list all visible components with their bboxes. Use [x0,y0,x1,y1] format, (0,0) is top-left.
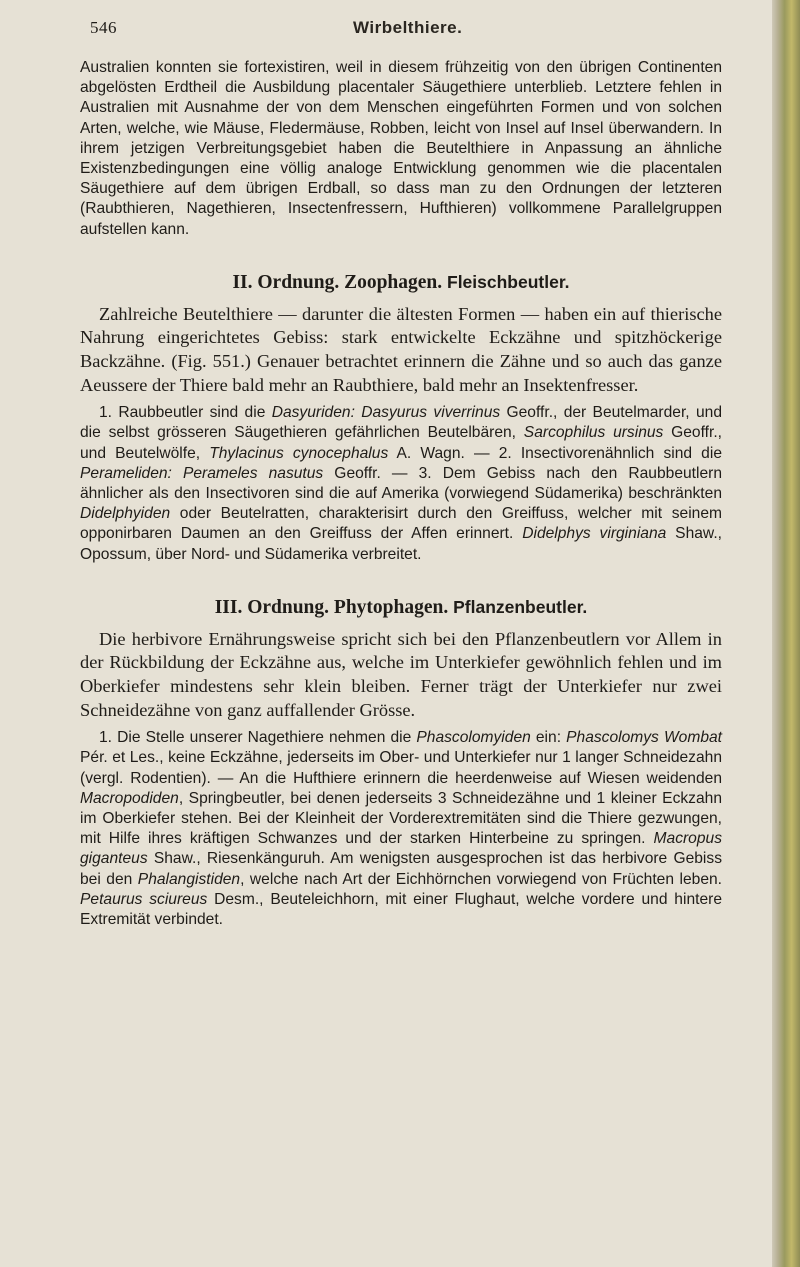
phytophagen-intro: Die herbivore Ernährungsweise spricht sich bei den Pflanzenbeutlern vor Allem in der Rückbildung der Eckzähne aus, welche im Unterkiefer gewöhnlich fehlen und im Oberkiefer mindestens sehr klein bleiben. Ferner trägt der Unterkiefer nur zwei Schneidezähne von ganz auffallender Grösse. [80,628,722,720]
taxon-name: Dasyuriden: Dasyurus viverrinus [271,404,501,422]
taxon-name: Didelphys virginiana [522,525,667,543]
text-span: Geoffr., der Beutelmarder, und die selbst grösseren Säugethieren gefährlichen Beutelbären, [80,404,722,442]
taxon-name: Phalangistiden [137,870,241,888]
section-heading-zoophagen [80,270,722,295]
taxon-name: Macropodiden [80,789,179,807]
page-content [80,58,722,930]
text-span: A. Wagn. — 2. Insectivorenähnlich sind die [388,444,722,462]
text-span: Desm., Beuteleichhorn, mit einer Flughaut, welche vordere und hintere Extremität verbindet. [80,890,722,929]
taxon-name: Perameliden: Perameles nasutus [80,464,324,482]
taxon-name: Petaurus sciureus [80,890,208,908]
heading-tail: Fleischbeutler. [442,271,570,292]
text-span: oder Beutelratten, charakterisirt durch den Greiffuss, welcher mit seinem opponirbaren Daumen an den Greiffuss der Affen erinnert. [80,505,722,543]
section-heading-phytophagen [80,595,722,620]
taxon-name: Phascolomys Wombat [566,729,723,747]
text-span: Pér. et Les., keine Eckzähne, jederseits im Ober- und Unterkiefer nur 1 langer Schneidezahn (vergl. Rodentien). — An die Hufthiere erinnern die heerdenweise auf Wiesen weidenden [80,749,722,787]
taxon-name: Thylacinus cynocephalus [209,444,389,462]
phytophagen-details [80,728,722,930]
heading-main: II. Ordnung. Zoophagen. [232,271,443,293]
taxon-name: Macropus giganteus [80,830,722,868]
page-number: 546 [90,18,117,37]
text-span: Geoffr. — 3. Dem Gebiss nach den Raubbeutlern ähnlicher als den Insectivoren sind die auf Amerika (vorwiegend Südamerika) beschränkten [80,464,722,503]
taxon-name: Phascolomyiden [416,729,531,747]
taxon-name: Didelphyiden [80,505,171,523]
text-span: ein: [530,729,567,747]
page-header [0,18,772,42]
zoophagen-intro: Zahlreiche Beutelthiere — darunter die ältesten Formen — haben ein auf thierische Nahrung eingerichtetes Gebiss: stark entwickelte Eckzähne und spitzhöckerige Backzähne. (Fig. 551.) Genauer betrachtet erinnern die Zähne und so auch das ganze Aeussere der Thiere bald mehr an Raubthiere, bald mehr an Insektenfresser. [80,303,722,395]
zoophagen-details [80,403,722,565]
heading-main: III. Ordnung. Phytophagen. [214,596,449,618]
text-span: , welche nach Art der Eichhörnchen vorwiegend von Früchten leben. [240,870,722,888]
text-span: , Springbeutler, bei denen jederseits 3 Schneidezähne und 1 kleiner Eckzahn im Oberkiefer stehen. Bei der Kleinheit der Vorderextremitäten sind die Thiere gezwungen, mit Hilfe ihres kräftigen Schwanzes und der starken Hinterbeine zu springen. [80,789,722,848]
text-span: Shaw., Riesenkänguruh. Am wenigsten ausgesprochen ist das herbivore Gebiss bei den [80,850,722,888]
book-spine-edge [772,0,800,1267]
text-span: 1. Raubbeutler sind die [99,404,272,422]
running-title: Wirbelthiere. [353,18,463,37]
text-span: 1. Die Stelle unserer Nagethiere nehmen die [99,729,417,747]
heading-tail: Pflanzenbeutler. [448,596,588,617]
taxon-name: Sarcophilus ursinus [523,424,664,442]
text-span: Shaw., Opossum, über Nord- und Südamerika verbreitet. [80,525,722,563]
intro-paragraph: Australien konnten sie fortexistiren, weil in diesem frühzeitig von den übrigen Continenten abgelösten Erdtheil die Ausbildung placentaler Säugethiere unterblieb. Letztere fehlen in Australien mit Ausnahme der von dem Menschen eingeführten Formen und von solchen Arten, welche, wie Mäuse, Fledermäuse, Robben, leicht von Insel auf Insel überwandern. In ihrem jetzigen Verbreitungsgebiet haben die Beutelthiere in Anpassung an ähnliche Existenzbedingungen eine völlig analoge Entwicklung genommen wie die placentalen Säugethiere auf dem übrigen Erdball, so dass man zu den Ordnungen der letzteren (Raubthieren, Nagethieren, Insectenfressern, Hufthieren) vollkommene Parallelgruppen aufstellen kann. [80,59,722,238]
text-span: Geoffr., und Beutelwölfe, [80,424,722,462]
